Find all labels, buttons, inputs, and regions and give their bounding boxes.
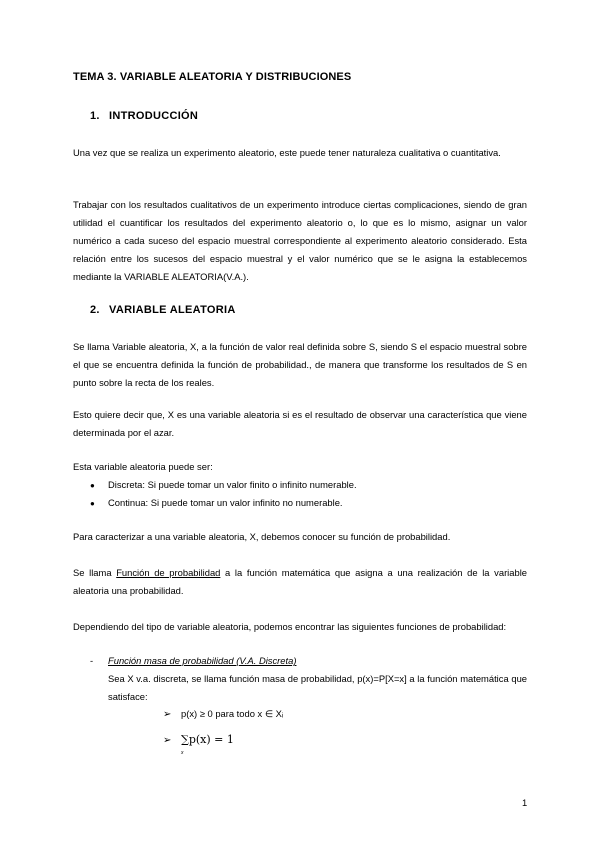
va-paragraph-meaning: Esto quiere decir que, X es una variable aleatoria si es el resultado de observar una característica que viene determinada por el azar. — [73, 409, 527, 438]
condition-text: p(x) ≥ 0 para todo x ∈ Xᵢ — [181, 708, 284, 719]
sub-paragraph-definition: Sea X v.a. discreta, se llama función masa de probabilidad, p(x)=P[X=x] a la función matemática que satisface: — [108, 673, 527, 702]
page-number: 1 — [522, 797, 528, 808]
bullet-item-continua — [90, 494, 343, 513]
text-fragment: a la función matemática que asigna a una realización de la variable aleatoria una probabilidad. — [73, 567, 527, 596]
condition-formula: ∑p(x) = 1 — [181, 733, 234, 746]
va-paragraph-characterize: Para caracterizar a una variable aleatoria, X, debemos conocer su función de probabilidad. — [73, 531, 451, 542]
intro-paragraph-2: Trabajar con los resultados cualitativos de un experimento introduce ciertas complicaciones, siendo de gran utilidad el cuantificar los resultados del experimento aleatorio o, lo que es lo mismo, asignar un valor numérico a cada suceso del espacio muestral correspondiente al experimento aleatorio considerado. Esta relación entre los sucesos del espacio muestral y el valor numérico que se le asigna la establecemos mediante la VARIABLE ALEATORIA(V.A.). — [73, 199, 527, 282]
text-fragment: Se llama — [73, 567, 117, 578]
bullet-icon: ● — [90, 481, 95, 490]
section-heading-variable-aleatoria — [90, 304, 236, 316]
term-funcion-de-probabilidad: Función de probabilidad — [116, 567, 221, 578]
va-paragraph-definition: Se llama Variable aleatoria, X, a la función de valor real definida sobre S, siendo S el espacio muestral sobre el que se encuentra definida la función de probabilidad., de manera que transforme los resultados de S en punto sobre la recta de los reales. — [73, 341, 527, 388]
intro-paragraph-1: Una vez que se realiza un experimento aleatorio, este puede tener naturaleza cualitativa o cuantitativa. — [73, 147, 501, 158]
va-paragraph-types-intro: Esta variable aleatoria puede ser: — [73, 461, 213, 472]
bullet-text: Discreta: Si puede tomar un valor finito o infinito numerable. — [108, 479, 357, 490]
document-title: TEMA 3. VARIABLE ALEATORIA Y DISTRIBUCIONES — [73, 71, 352, 83]
section-title: VARIABLE ALEATORIA — [109, 304, 236, 316]
arrow-bullet-icon: ➢ — [163, 735, 172, 746]
section-title: INTRODUCCIÓN — [109, 110, 199, 122]
dash-marker: - — [90, 655, 94, 666]
bullet-item-discreta — [90, 476, 357, 495]
va-paragraph-probability-function — [73, 564, 527, 600]
dash-item-title: Función masa de probabilidad (V.A. Discreta) — [108, 655, 297, 666]
bullet-text: Continua: Si puede tomar un valor infinito no numerable. — [108, 497, 343, 508]
arrow-bullet-icon: ➢ — [163, 709, 172, 720]
va-paragraph-function-types: Dependiendo del tipo de variable aleatoria, podemos encontrar las siguientes funciones de probabilidad: — [73, 621, 507, 632]
condition-item-sum — [163, 731, 234, 756]
section-number: 1. — [90, 110, 100, 122]
dash-item-funcion-masa — [90, 652, 296, 670]
sum-subscript: x — [181, 750, 184, 756]
condition-item-nonnegative — [163, 705, 283, 724]
section-number: 2. — [90, 304, 100, 316]
bullet-icon: ● — [90, 499, 95, 508]
section-heading-introduccion — [90, 110, 198, 122]
